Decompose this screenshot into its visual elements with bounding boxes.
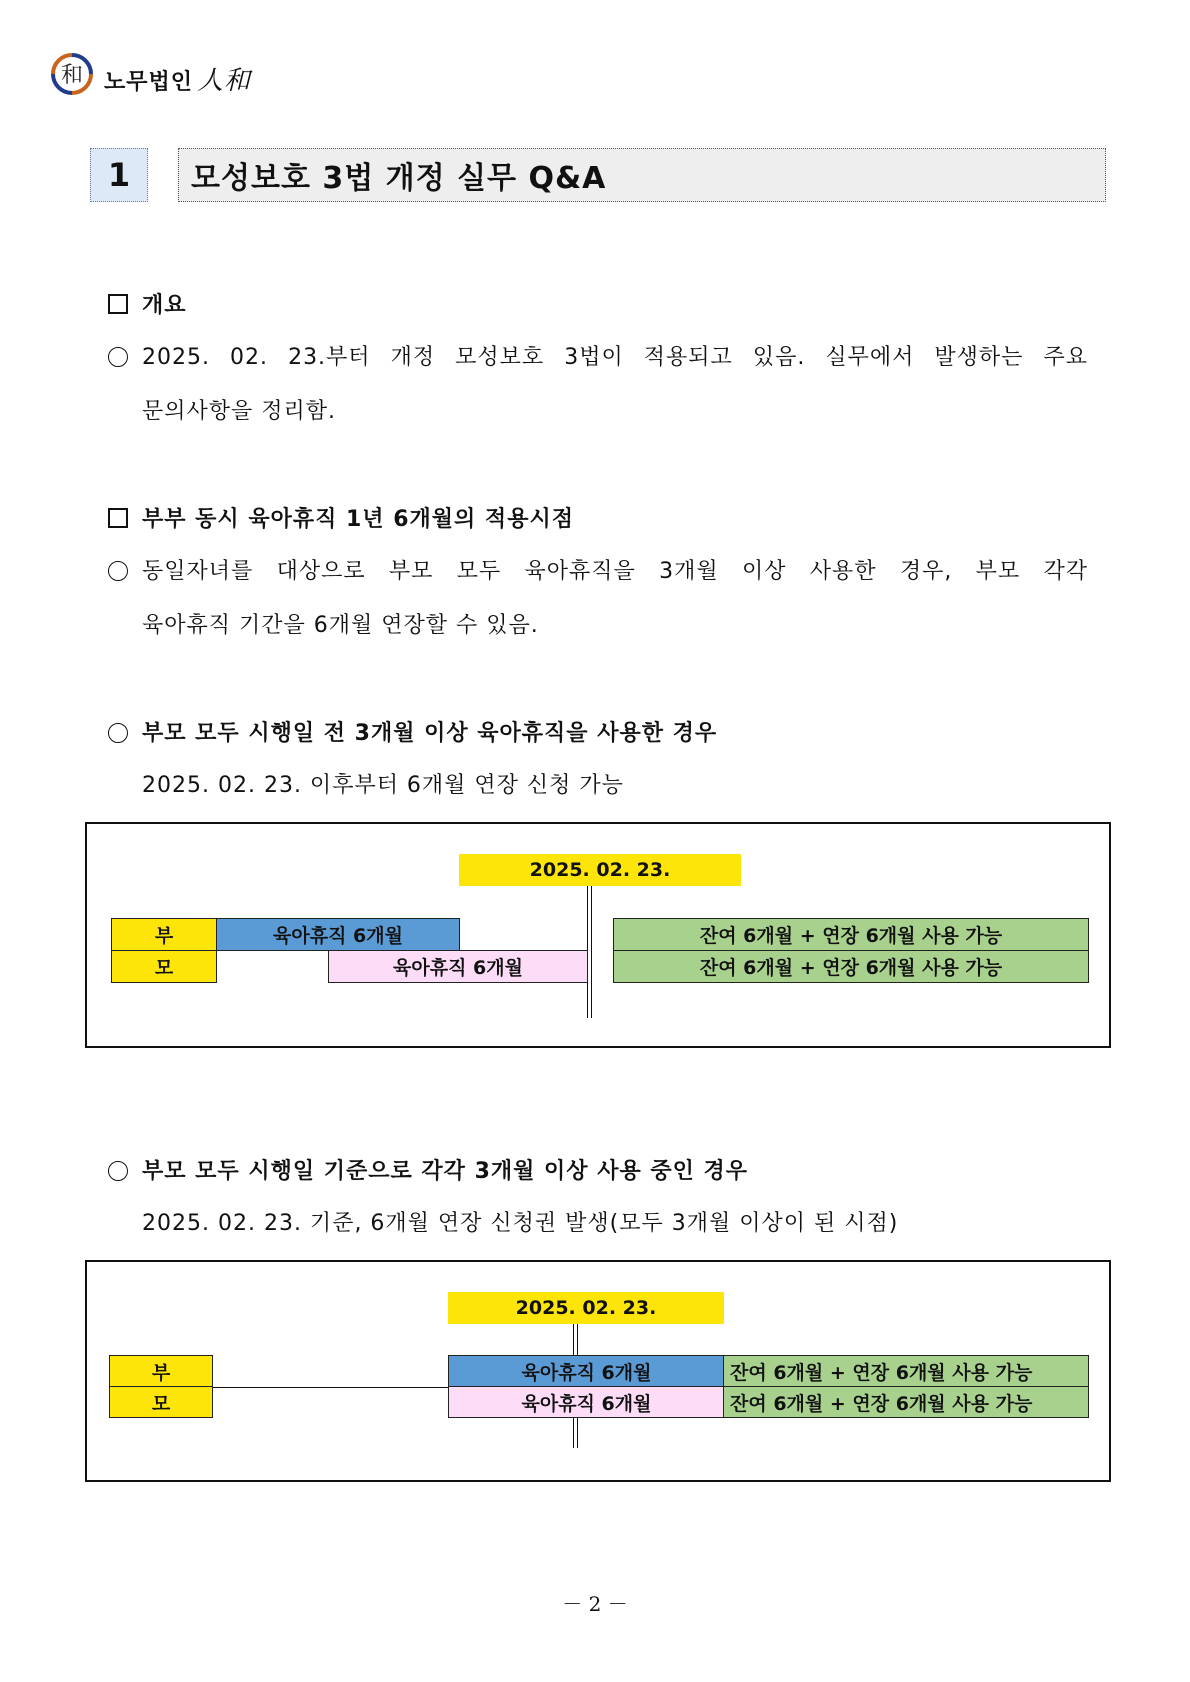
overview-line-2: 문의사항을 정리함. bbox=[142, 399, 337, 424]
overview-line-1 bbox=[108, 340, 1088, 371]
overview-heading-text: 개요 bbox=[142, 293, 187, 318]
case2-father-leave: 육아휴직 6개월 bbox=[448, 1355, 725, 1387]
case1-father-after: 잔여 6개월 + 연장 6개월 사용 가능 bbox=[613, 918, 1089, 951]
case1-mother-after: 잔여 6개월 + 연장 6개월 사용 가능 bbox=[613, 950, 1089, 983]
logo-char: 和 bbox=[60, 63, 84, 88]
topic-line-1 bbox=[108, 554, 1088, 585]
case1-heading-text: 부모 모두 시행일 전 3개월 이상 육아휴직을 사용한 경우 bbox=[142, 721, 718, 746]
case1-diagram bbox=[85, 822, 1111, 1048]
case2-father-label: 부 bbox=[109, 1355, 213, 1387]
case2-mother-label: 모 bbox=[109, 1386, 213, 1418]
topic-line-2: 육아휴직 기간을 6개월 연장할 수 있음. bbox=[142, 613, 539, 638]
case1-father-leave: 육아휴직 6개월 bbox=[216, 918, 460, 951]
firm-name-hanja: 人和 bbox=[197, 66, 252, 96]
overview-line-1-text: 2025. 02. 23.부터 개정 모성보호 3법이 적용되고 있음. 실무에서 발생하는 주요 bbox=[142, 345, 1088, 370]
case1-father-label: 부 bbox=[111, 918, 217, 951]
case2-father-after: 잔여 6개월 + 연장 6개월 사용 가능 bbox=[723, 1355, 1089, 1387]
square-bullet-icon bbox=[108, 294, 128, 314]
case1-date-bar: 2025. 02. 23. bbox=[459, 854, 741, 886]
case2-description: 2025. 02. 23. 기준, 6개월 연장 신청권 발생(모두 3개월 이상이 된 시점) bbox=[142, 1211, 899, 1236]
case1-mother-label: 모 bbox=[111, 950, 217, 983]
firm-name-korean: 노무법인 bbox=[104, 70, 194, 95]
circle-bullet-icon bbox=[108, 723, 128, 743]
case2-connector-line bbox=[212, 1387, 450, 1388]
case2-date-bar: 2025. 02. 23. bbox=[448, 1292, 724, 1324]
overview-heading bbox=[108, 288, 187, 319]
case1-description: 2025. 02. 23. 이후부터 6개월 연장 신청 가능 bbox=[142, 773, 624, 798]
case2-mother-after: 잔여 6개월 + 연장 6개월 사용 가능 bbox=[723, 1386, 1089, 1418]
square-bullet-icon bbox=[108, 508, 128, 528]
case2-heading bbox=[108, 1154, 748, 1185]
case2-heading-text: 부모 모두 시행일 기준으로 각각 3개월 이상 사용 중인 경우 bbox=[142, 1159, 749, 1184]
case1-heading bbox=[108, 716, 717, 747]
topic-heading bbox=[108, 502, 574, 533]
topic-heading-text: 부부 동시 육아휴직 1년 6개월의 적용시점 bbox=[142, 507, 574, 532]
circle-bullet-icon bbox=[108, 347, 128, 367]
section-number: 1 bbox=[90, 148, 148, 202]
firm-name bbox=[104, 60, 251, 97]
page-number: － 2 － bbox=[562, 1592, 628, 1616]
topic-line-1-text: 동일자녀를 대상으로 부모 모두 육아휴직을 3개월 이상 사용한 경우, 부모 각각 bbox=[142, 559, 1088, 584]
case2-diagram bbox=[85, 1260, 1111, 1482]
section-title: 모성보호 3법 개정 실무 Q&A bbox=[178, 148, 1106, 202]
case1-mother-leave: 육아휴직 6개월 bbox=[328, 950, 588, 983]
circle-bullet-icon bbox=[108, 561, 128, 581]
case2-mother-leave: 육아휴직 6개월 bbox=[448, 1386, 725, 1418]
firm-logo-icon bbox=[50, 52, 94, 96]
circle-bullet-icon bbox=[108, 1161, 128, 1181]
